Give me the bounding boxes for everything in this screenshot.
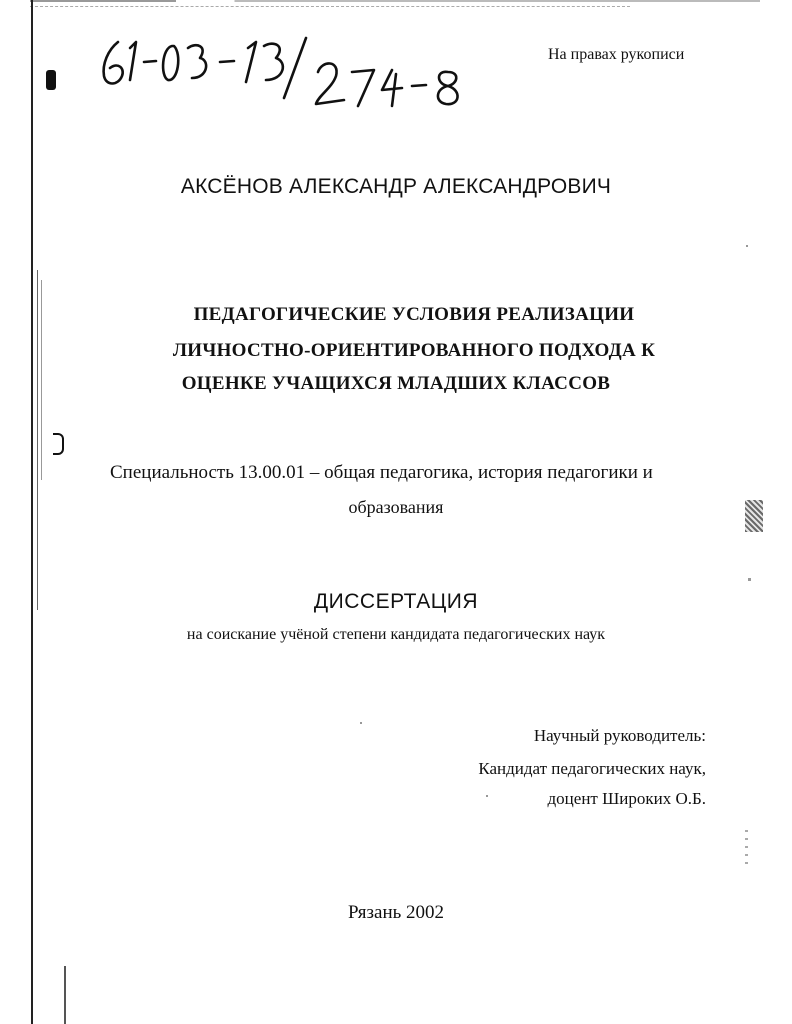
supervisor-name: доцент Широких О.Б.	[547, 789, 706, 808]
city-year: Рязань 2002	[347, 902, 445, 923]
specialty-line-2: образования	[348, 497, 444, 517]
supervisor-degree: Кандидат педагогических наук,	[478, 759, 706, 778]
document-type-subheading: на соискание учёной степени кандидата педагогических наук	[186, 626, 606, 643]
scan-bracket-mark	[53, 433, 64, 455]
scan-speck	[360, 722, 362, 724]
scan-right-specks	[745, 830, 748, 870]
handwritten-archive-code	[96, 30, 496, 110]
scan-speck	[746, 245, 748, 247]
scan-bottom-left-bar	[64, 966, 66, 1024]
scan-speck	[748, 578, 751, 581]
dissertation-title-line-2: ЛИЧНОСТНО-ОРИЕНТИРОВАННОГО ПОДХОДА К	[172, 340, 656, 361]
rights-notice: На правах рукописи	[548, 46, 685, 63]
dissertation-title-line-3: ОЦЕНКЕ УЧАЩИХСЯ МЛАДШИХ КЛАССОВ	[181, 373, 611, 394]
author-name: АКСЁНОВ АЛЕКСАНДР АЛЕКСАНДРОВИЧ	[180, 175, 612, 198]
scan-border-top-dashed	[30, 6, 630, 8]
supervisor-label: Научный руководитель:	[533, 726, 706, 745]
dissertation-title-line-1: ПЕДАГОГИЧЕСКИЕ УСЛОВИЯ РЕАЛИЗАЦИИ	[193, 304, 635, 325]
scan-border-top	[30, 0, 760, 2]
scan-speck	[486, 795, 488, 797]
specialty-line-1: Специальность 13.00.01 – общая педагогика, история педагогики и	[110, 462, 653, 483]
document-type-heading: ДИССЕРТАЦИЯ	[313, 590, 479, 613]
scan-ink-blot	[46, 70, 56, 90]
